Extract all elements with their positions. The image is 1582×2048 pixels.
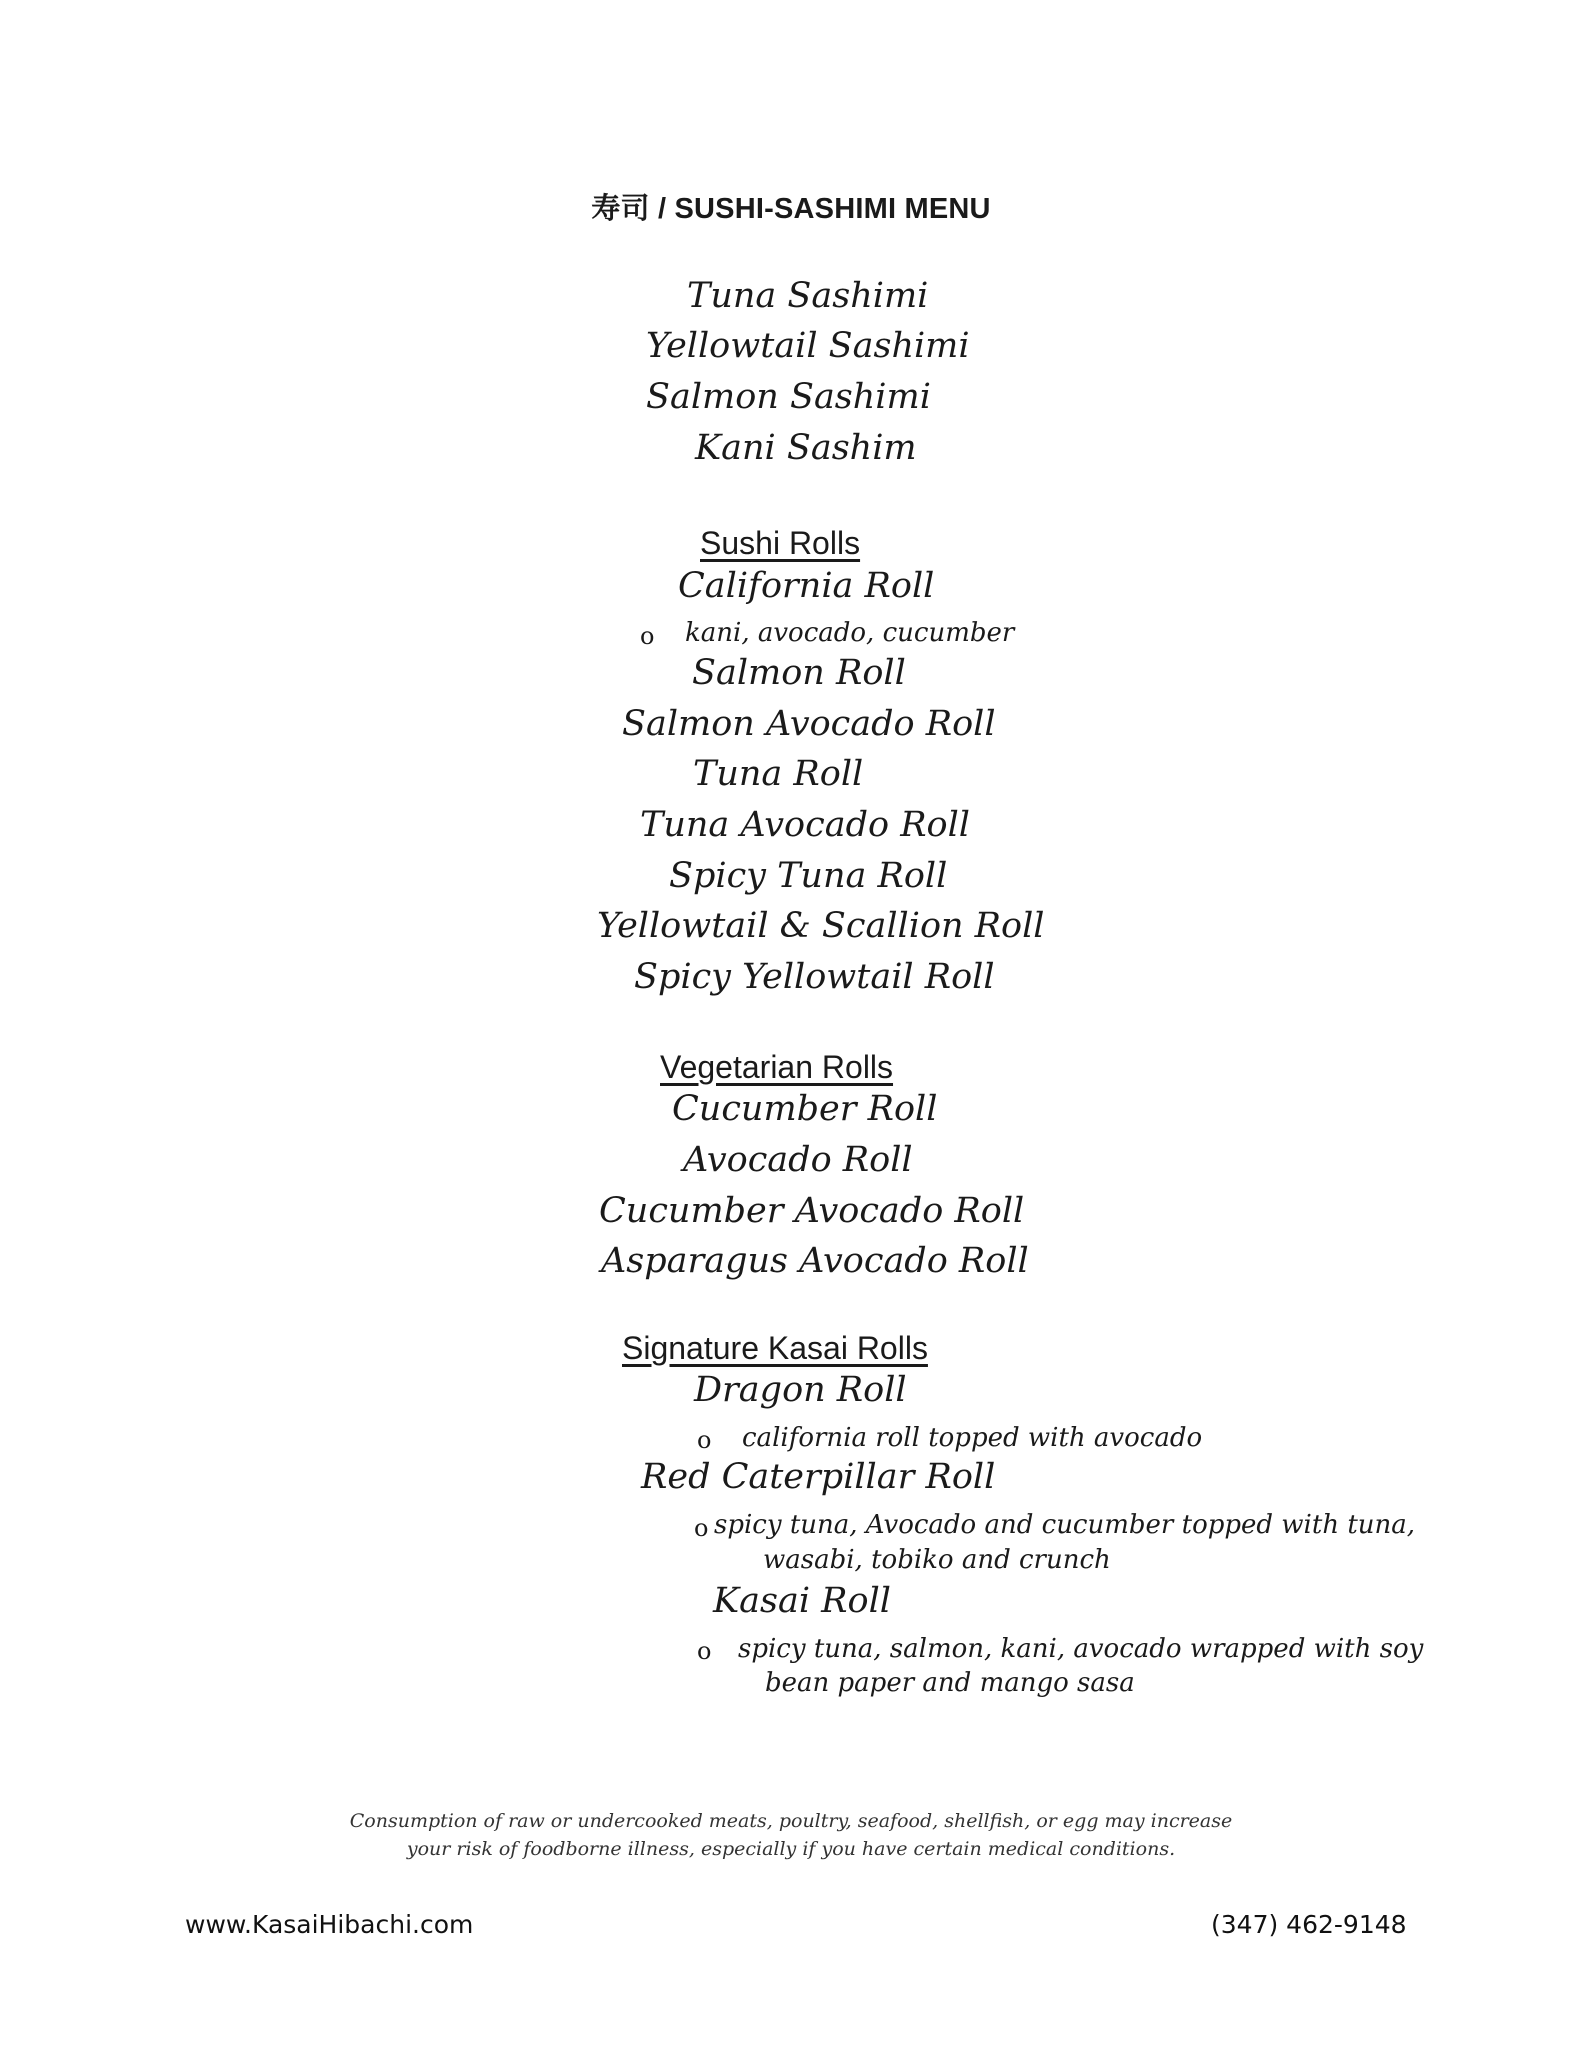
menu-item-salmon-avocado-roll: Salmon Avocado Roll (622, 704, 996, 744)
website-link[interactable]: www.KasaiHibachi.com (185, 1910, 474, 1939)
bullet-marker: o (640, 622, 655, 650)
menu-item-spicy-tuna-roll: Spicy Tuna Roll (669, 856, 948, 896)
menu-item-salmon-roll: Salmon Roll (692, 653, 906, 693)
item-description-california-roll: kani, avocado, cucumber (685, 618, 1015, 648)
menu-item-tuna-sashimi: Tuna Sashimi (687, 276, 929, 316)
menu-item-dragon-roll: Dragon Roll (694, 1370, 907, 1410)
menu-item-cucumber-roll: Cucumber Roll (672, 1089, 938, 1129)
menu-item-spicy-yellowtail-roll: Spicy Yellowtail Roll (634, 957, 995, 997)
menu-item-kasai-roll: Kasai Roll (713, 1581, 891, 1621)
section-heading-vegetarian-rolls: Vegetarian Rolls (660, 1049, 894, 1085)
menu-item-kani-sashimi: Kani Sashim (695, 428, 917, 468)
menu-item-california-roll: California Roll (678, 566, 935, 606)
item-description-red-caterpillar-roll-cont: wasabi, tobiko and crunch (763, 1545, 1111, 1575)
bullet-marker: o (697, 1426, 712, 1454)
disclaimer-line-2: your risk of foodborne illness, especially if you have certain medical conditions. (406, 1838, 1176, 1860)
item-description-red-caterpillar-roll: spicy tuna, Avocado and cucumber topped with tuna, (714, 1510, 1416, 1540)
item-description-kasai-roll-cont: bean paper and mango sasa (765, 1668, 1135, 1698)
item-description-dragon-roll: california roll topped with avocado (742, 1423, 1203, 1453)
menu-item-tuna-avocado-roll: Tuna Avocado Roll (640, 805, 971, 845)
disclaimer-line-1: Consumption of raw or undercooked meats, poultry, seafood, shellfish, or egg may increase (349, 1810, 1233, 1832)
menu-item-avocado-roll: Avocado Roll (683, 1140, 913, 1180)
section-heading-signature-kasai-rolls: Signature Kasai Rolls (622, 1330, 928, 1366)
menu-item-asparagus-avocado-roll: Asparagus Avocado Roll (601, 1241, 1029, 1281)
menu-item-yellowtail-scallion-roll: Yellowtail & Scallion Roll (597, 906, 1045, 946)
menu-item-cucumber-avocado-roll: Cucumber Avocado Roll (599, 1191, 1025, 1231)
phone-number[interactable]: (347) 462-9148 (1211, 1910, 1407, 1939)
item-description-kasai-roll: spicy tuna, salmon, kani, avocado wrapped with soy (738, 1634, 1424, 1664)
bullet-marker: o (694, 1514, 709, 1542)
menu-item-yellowtail-sashimi: Yellowtail Sashimi (646, 326, 970, 366)
section-heading-sushi-rolls: Sushi Rolls (700, 525, 861, 561)
menu-item-red-caterpillar-roll: Red Caterpillar Roll (641, 1457, 996, 1497)
page-title: 寿司 / SUSHI-SASHIMI MENU (591, 193, 991, 225)
menu-item-salmon-sashimi: Salmon Sashimi (646, 377, 931, 417)
menu-item-tuna-roll: Tuna Roll (693, 754, 864, 794)
bullet-marker: o (697, 1637, 712, 1665)
